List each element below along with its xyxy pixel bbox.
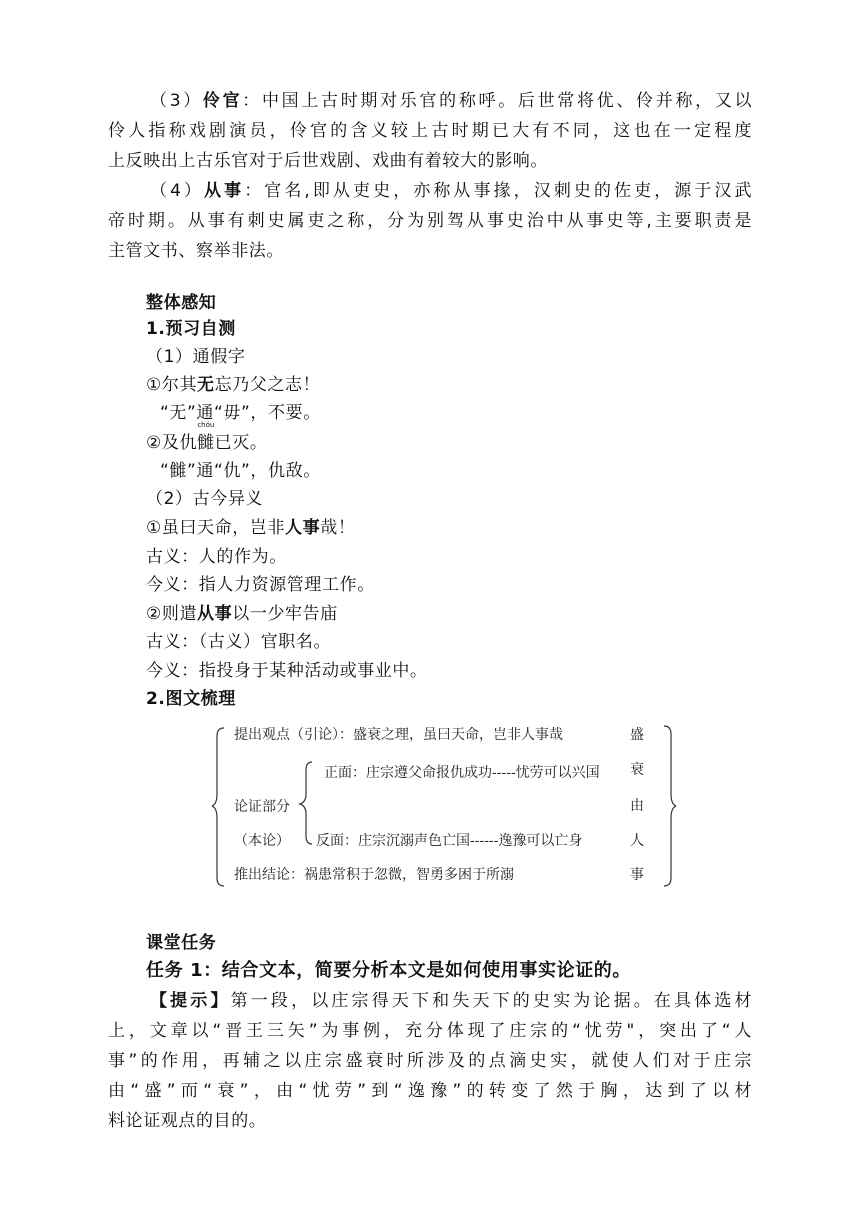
hint-line2: 上，文章以“晋王三矢”为事例，充分体现了庄宗的“忧劳"，突出了“人 [108, 1021, 752, 1041]
example-1-rest: 忘乃父之志！ [214, 375, 321, 395]
para4-line2: 帝时期。从事有刺史属吏之称，分为别驾从事史治中从事史等,主要职责是 [108, 211, 752, 231]
side-char: 衰 [630, 762, 644, 778]
hint-line3: 事”的作用，再辅之以庄宗盛衰时所涉及的点滴史实，就使人们对于庄宗 [108, 1051, 752, 1071]
hint-line1 [150, 990, 752, 1012]
para4-text: ：官名,即从吏史，亦称从事掾，汉刺史的佐吏，源于汉武 [244, 181, 752, 201]
example-3-modern: 今义：指人力资源管理工作。 [146, 575, 375, 595]
diagram-negative: 反面：庄宗沉溺声色亡国------逸豫可以亡身 [316, 833, 583, 849]
example-2-rest: 已灭。 [214, 433, 268, 453]
task-1-title: 任务 1：结合文本，简要分析本文是如何使用事实论证的。 [146, 960, 631, 981]
subheading-diagram: 2.图文梳理 [146, 689, 236, 709]
example-4 [146, 603, 338, 625]
example-4-ancient: 古义：（古义）官职名。 [146, 632, 332, 652]
example-3 [146, 517, 355, 539]
example-4-text: ②则遣 [146, 604, 198, 624]
hint-line5: 料论证观点的目的。 [108, 1111, 267, 1131]
diagram-thesis: 提出观点（引论）：盛衰之理，虽曰天命，岂非人事哉 [234, 727, 563, 743]
label-gujin: （2）古今异义 [146, 489, 264, 509]
section-heading-overview: 整体感知 [146, 293, 217, 313]
side-char: 事 [630, 867, 644, 883]
para3-text: ：中国上古时期对乐官的称呼。后世常将优、伶并称，又以 [242, 91, 753, 111]
hint-text: 第一段，以庄宗得天下和失天下的史实为论据。在具体选材 [230, 991, 753, 1011]
annotated-char-base: 雠 [197, 433, 215, 453]
term-lingguan: 伶官 [202, 91, 243, 111]
example-2 [146, 421, 268, 454]
annotated-char [197, 421, 215, 454]
side-char: 盛 [630, 727, 644, 743]
example-4-modern: 今义：指投身于某种活动或事业中。 [146, 661, 428, 681]
term-congshi: 从事 [204, 181, 245, 201]
structure-diagram [212, 718, 676, 894]
para4-line3: 主管文书、察举非法。 [108, 241, 284, 261]
side-char: 人 [630, 833, 644, 849]
para4-line1 [150, 180, 752, 202]
pinyin-annotation: chóu [197, 421, 215, 429]
diagram-proof-label: 论证部分 [234, 799, 290, 815]
subheading-preview-test: 1.预习自测 [146, 319, 236, 339]
example-3-rest: 哉！ [320, 518, 356, 538]
side-char: 由 [630, 798, 644, 814]
example-4-key: 从事 [197, 604, 233, 624]
hint-label: 【提示】 [150, 991, 231, 1011]
example-1-key: 无 [197, 375, 215, 395]
example-3-ancient: 古义：人的作为。 [146, 547, 287, 567]
para3-line1 [150, 90, 752, 112]
example-1-note: “无”通“毋”，不要。 [160, 403, 321, 423]
label-tongjia: （1）通假字 [146, 347, 246, 367]
para4-number: （4） [150, 181, 205, 201]
para3-line2: 伶人指称戏剧演员，伶官的含义较上古时期已大有不同，这也在一定程度 [108, 121, 752, 141]
example-3-text: ①虽曰天命，岂非 [146, 518, 286, 538]
para3-number: （3） [150, 91, 203, 111]
example-2-note: “雠”通“仇”，仇敌。 [160, 461, 321, 481]
example-2-text: ②及仇 [146, 433, 198, 453]
example-1-text: ①尔其 [146, 375, 198, 395]
example-4-rest: 以一少牢告庙 [232, 604, 338, 624]
diagram-proof-sublabel: （本论） [234, 833, 290, 849]
example-3-key: 人事 [285, 518, 321, 538]
diagram-conclusion: 推出结论：祸患常积于忽微，智勇多困于所溺 [234, 867, 514, 883]
hint-line4: 由“盛”而“衰”，由“忧劳”到“逸豫”的转变了然于胸，达到了以材 [108, 1081, 752, 1101]
example-1 [146, 374, 320, 396]
section-heading-task: 课堂任务 [146, 933, 217, 953]
diagram-positive: 正面：庄宗遵父命报仇成功-----忧劳可以兴国 [324, 765, 600, 781]
para3-line3: 上反映出上古乐官对于后世戏剧、戏曲有着较大的影响。 [108, 151, 548, 171]
